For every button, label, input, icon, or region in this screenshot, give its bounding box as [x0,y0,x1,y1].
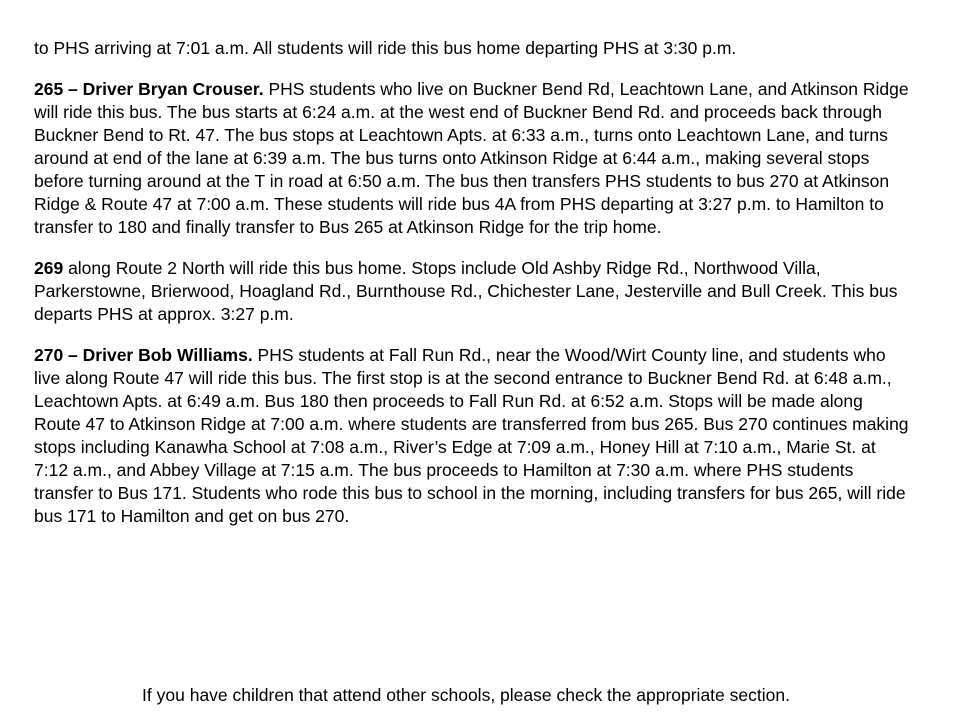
paragraph-text: along Route 2 North will ride this bus home. Stops include Old Ashby Ridge Rd., Northwood Villa, Parkerstowne, Brierwood, Hoagland Rd., Burnthouse Rd., Chichester Lane, Jesterville and Bull Creek. This bus departs PHS at approx. 3:27 p.m. [34,258,898,324]
paragraph-lead: 265 – Driver Bryan Crouser. [34,79,264,99]
document-body [34,37,914,546]
paragraph-lead: 269 [34,258,64,278]
footer-note: If you have children that attend other schools, please check the appropriate section. [142,685,790,705]
paragraph-bus-270 [34,344,914,528]
paragraph-text: PHS students who live on Buckner Bend Rd, Leachtown Lane, and Atkinson Ridge will ride this bus. The bus starts at 6:24 a.m. at the west end of Buckner Bend Rd. and proceeds back through Buckner Bend to Rt. 47. The bus stops at Leachtown Apts. at 6:33 a.m., turns onto Leachtown Lane, and turns around at end of the lane at 6:39 a.m. The bus turns onto Atkinson Ridge at 6:44 a.m., making several stops before turning around at the T in road at 6:50 a.m. The bus then transfers PHS students to bus 270 at Atkinson Ridge & Route 47 at 7:00 a.m. These students will ride bus 4A from PHS departing at 3:27 p.m. to Hamilton to transfer to 180 and finally transfer to Bus 265 at Atkinson Ridge for the trip home. [34,79,909,237]
paragraph-bus-269 [34,257,914,326]
paragraph-text: PHS students at Fall Run Rd., near the Wood/Wirt County line, and students who live along Route 47 will ride this bus. The first stop is at the second entrance to Buckner Bend Rd. at 6:48 a.m., Leachtown Apts. at 6:49 a.m. Bus 180 then proceeds to Fall Run Rd. at 6:52 a.m. Stops will be made along Route 47 to Atkinson Ridge at 7:00 a.m. where students are transferred from bus 265. Bus 270 continues making stops including Kanawha School at 7:08 a.m., River’s Edge at 7:09 a.m., Honey Hill at 7:10 a.m., Marie St. at 7:12 a.m., and Abbey Village at 7:15 a.m. The bus proceeds to Hamilton at 7:30 a.m. where PHS students transfer to Bus 171. Students who rode this bus to school in the morning, including transfers for bus 265, will ride bus 171 to Hamilton and get on bus 270. [34,345,909,526]
paragraph-lead: 270 – Driver Bob Williams. [34,345,253,365]
paragraph-continuation [34,37,914,60]
paragraph-bus-265 [34,78,914,239]
paragraph-text: to PHS arriving at 7:01 a.m. All students will ride this bus home departing PHS at 3:30 p.m. [34,38,737,58]
